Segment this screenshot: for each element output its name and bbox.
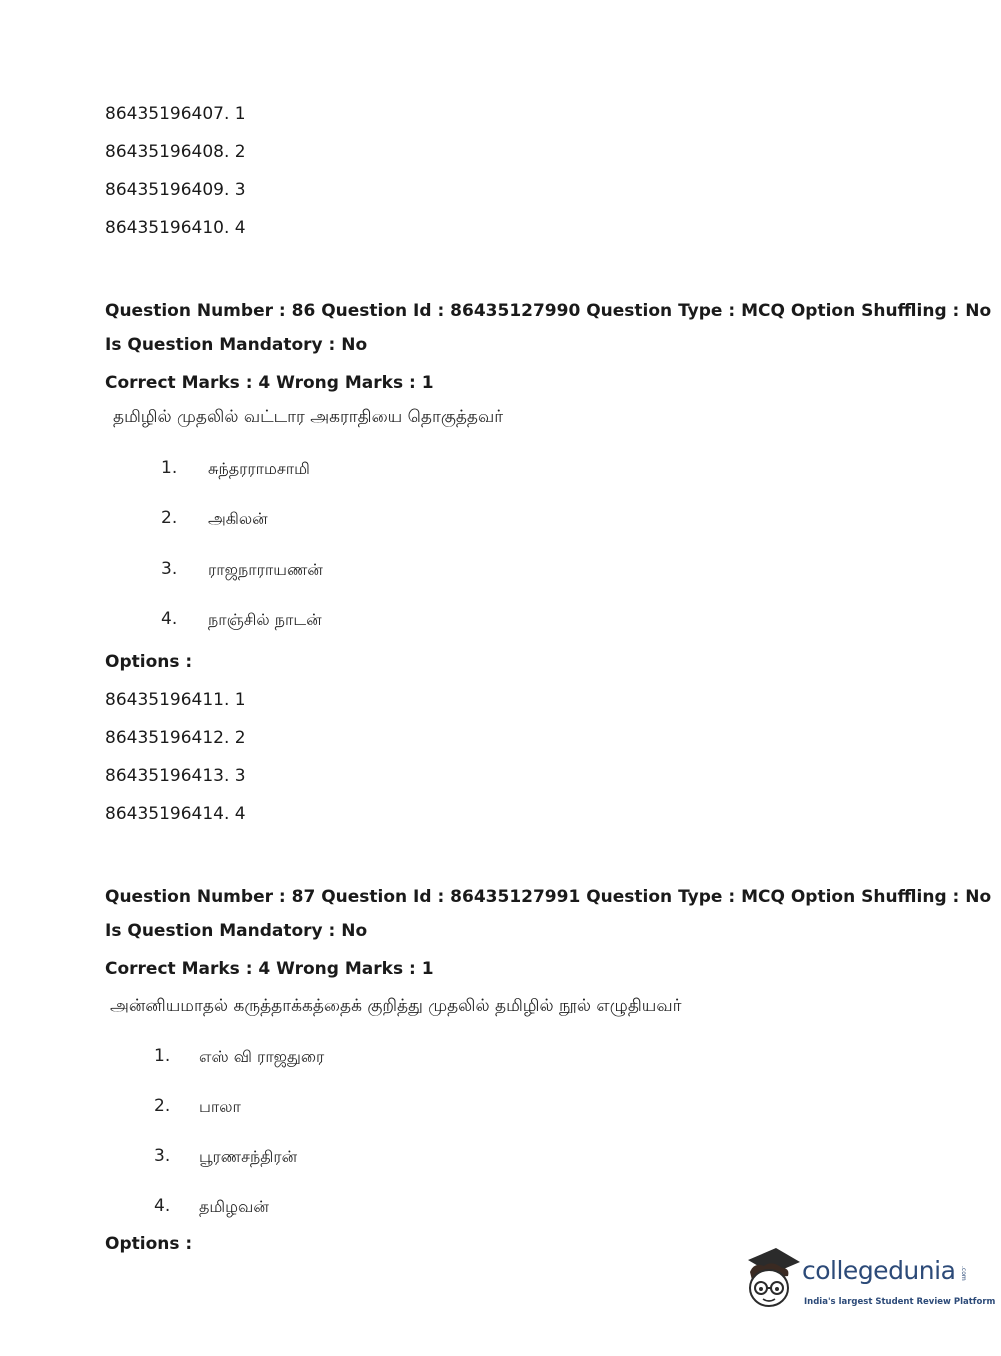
- logo-tagline: India's largest Student Review Platform: [804, 1297, 996, 1307]
- question-header: Question Number : 87 Question Id : 86435127991 Question Type : MCQ Option Shuffling : No: [105, 887, 992, 907]
- choice-number: 3.: [154, 1146, 171, 1166]
- choice-text: பூரணசந்திரன்: [199, 1147, 298, 1166]
- choice-number: 2.: [154, 1096, 171, 1116]
- choice-text: தமிழவன்: [199, 1197, 269, 1216]
- choice-number: 3.: [161, 559, 178, 579]
- logo-suffix: .com: [960, 1266, 967, 1281]
- option-line: 86435196410. 4: [105, 218, 246, 238]
- choice-number: 4.: [154, 1196, 171, 1216]
- choice-number: 4.: [161, 609, 178, 629]
- question-text: அன்னியமாதல் கருத்தாக்கத்தைக் குறித்து முதலில் தமிழில் நூல் எழுதியவர்: [110, 996, 682, 1016]
- question-marks: Correct Marks : 4 Wrong Marks : 1: [105, 959, 434, 979]
- question-text: தமிழில் முதலில் வட்டார அகராதியை தொகுத்தவர்: [113, 407, 504, 427]
- option-line: 86435196412. 2: [105, 728, 246, 748]
- collegedunia-logo: [742, 1246, 996, 1312]
- question-mandatory: Is Question Mandatory : No: [105, 921, 368, 941]
- option-line: 86435196408. 2: [105, 142, 246, 162]
- option-line: 86435196411. 1: [105, 690, 246, 710]
- option-line: 86435196413. 3: [105, 766, 246, 786]
- options-label: Options :: [105, 652, 193, 672]
- choice-text: பாலா: [199, 1097, 241, 1116]
- question-marks: Correct Marks : 4 Wrong Marks : 1: [105, 373, 434, 393]
- choice-text: சுந்தரராமசாமி: [208, 459, 310, 478]
- question-header: Question Number : 86 Question Id : 86435127990 Question Type : MCQ Option Shuffling : No: [105, 301, 992, 321]
- choice-number: 1.: [161, 458, 178, 478]
- choice-text: அகிலன்: [208, 509, 268, 528]
- option-line: 86435196409. 3: [105, 180, 246, 200]
- logo-brand: collegedunia: [802, 1256, 956, 1285]
- option-line: 86435196407. 1: [105, 104, 246, 124]
- choice-text: நாஞ்சில் நாடன்: [208, 610, 322, 629]
- mascot-icon: [742, 1246, 804, 1312]
- question-mandatory: Is Question Mandatory : No: [105, 335, 368, 355]
- choice-text: ராஜநாராயணன்: [208, 560, 323, 579]
- options-label: Options :: [105, 1234, 193, 1254]
- choice-number: 2.: [161, 508, 178, 528]
- choice-text: எஸ் வி ராஜதுரை: [199, 1047, 325, 1066]
- choice-number: 1.: [154, 1046, 171, 1066]
- option-line: 86435196414. 4: [105, 804, 246, 824]
